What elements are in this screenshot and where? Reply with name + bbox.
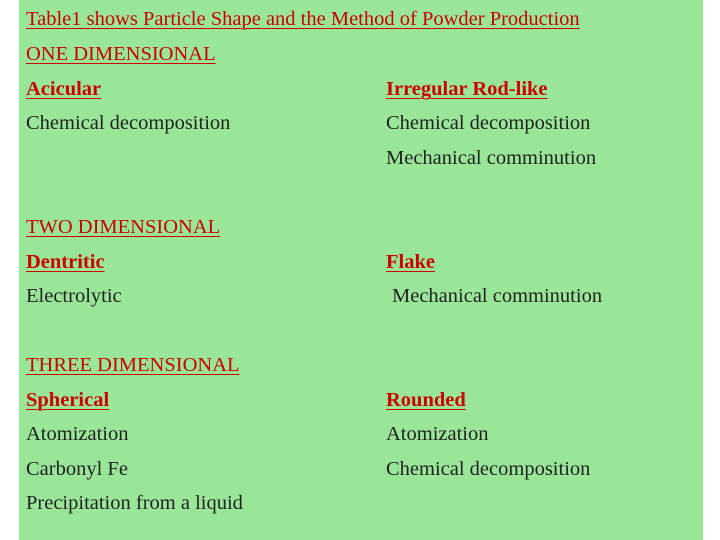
shape-acicular: Acicular <box>26 78 102 100</box>
method-text: Chemical decomposition <box>386 112 591 134</box>
section-heading-one-dimensional: ONE DIMENSIONAL <box>26 43 216 65</box>
table-title: Table1 shows Particle Shape and the Method of Powder Production <box>26 8 580 30</box>
section-heading-three-dimensional: THREE DIMENSIONAL <box>26 354 240 376</box>
shape-spherical: Spherical <box>26 389 110 411</box>
method-text: Electrolytic <box>26 285 122 307</box>
method-text: Mechanical comminution <box>386 147 597 169</box>
method-text: Mechanical comminution <box>392 285 603 307</box>
shape-irregular-rod-like: Irregular Rod-like <box>386 78 548 100</box>
method-text: Carbonyl Fe <box>26 458 128 480</box>
shape-dentritic: Dentritic <box>26 251 105 273</box>
shape-flake: Flake <box>386 251 435 273</box>
method-text: Atomization <box>386 423 489 445</box>
method-text: Chemical decomposition <box>386 458 591 480</box>
method-text: Precipitation from a liquid <box>26 492 243 514</box>
shape-rounded: Rounded <box>386 389 466 411</box>
method-text: Chemical decomposition <box>26 112 231 134</box>
method-text: Atomization <box>26 423 129 445</box>
section-heading-two-dimensional: TWO DIMENSIONAL <box>26 216 221 238</box>
